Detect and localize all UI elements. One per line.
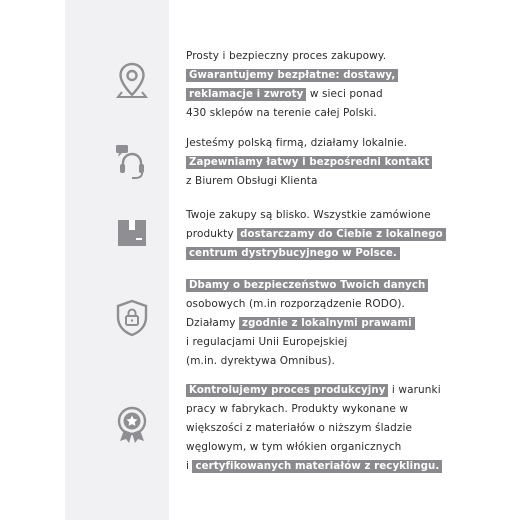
text-line xyxy=(186,244,476,263)
support-headset-icon xyxy=(110,140,154,184)
text-line xyxy=(186,172,476,191)
text-line xyxy=(186,314,476,333)
location-pin-icon xyxy=(110,58,154,102)
section-text xyxy=(186,47,476,123)
plain-text: węglowym, w tym włókien organicznych xyxy=(186,441,402,453)
plain-text: w sieci ponad xyxy=(306,88,383,100)
text-line xyxy=(186,400,476,419)
section-text xyxy=(186,276,476,371)
plain-text: (m.in. dyrektywa Omnibus). xyxy=(186,355,335,367)
text-line xyxy=(186,225,476,244)
plain-text: Prosty i bezpieczny proces zakupowy. xyxy=(186,50,387,62)
section-text xyxy=(186,134,476,191)
plain-text: z Biurem Obsługi Klienta xyxy=(186,175,318,187)
text-line xyxy=(186,104,476,123)
highlight-text: dostarczamy do Ciebie z lokalnego xyxy=(237,228,446,241)
plain-text: osobowych (m.in rozporządzenie RODO). xyxy=(186,298,405,310)
text-line xyxy=(186,134,476,153)
plain-text: 430 sklepów na terenie całej Polski. xyxy=(186,107,377,119)
highlight-text: zgodnie z lokalnymi prawami xyxy=(239,317,415,330)
text-line xyxy=(186,206,476,225)
highlight-text: Zapewniamy łatwy i bezpośredni kontakt xyxy=(186,156,432,169)
section-text xyxy=(186,206,476,263)
security-shield-icon xyxy=(110,296,154,340)
highlight-text: certyfikowanych materiałów z recyklingu. xyxy=(192,460,442,473)
text-line xyxy=(186,352,476,371)
quality-award-icon xyxy=(110,402,154,446)
plain-text: i warunki xyxy=(388,384,441,396)
plain-text: większości z materiałów o niższym śladzie xyxy=(186,422,413,434)
text-line xyxy=(186,276,476,295)
text-line xyxy=(186,381,476,400)
plain-text: Twoje zakupy są blisko. Wszystkie zamówione xyxy=(186,209,431,221)
text-line xyxy=(186,419,476,438)
plain-text: produkty xyxy=(186,228,238,240)
text-line xyxy=(186,457,476,476)
text-line xyxy=(186,66,476,85)
text-line xyxy=(186,295,476,314)
plain-text: i regulacjami Unii Europejskiej xyxy=(186,336,348,348)
text-line xyxy=(186,153,476,172)
plain-text: Działamy xyxy=(186,317,240,329)
highlight-text: Gwarantujemy bezpłatne: dostawy, xyxy=(186,69,398,82)
text-line xyxy=(186,333,476,352)
section-text xyxy=(186,381,476,476)
highlight-text: Dbamy o bezpieczeństwo Twoich danych xyxy=(186,279,428,292)
text-line xyxy=(186,438,476,457)
plain-text: i xyxy=(186,460,193,472)
plain-text: Jesteśmy polską firmą, działamy lokalnie. xyxy=(186,137,408,149)
text-line xyxy=(186,47,476,66)
highlight-text: centrum dystrybucyjnego w Polsce. xyxy=(186,247,400,260)
package-box-icon xyxy=(110,210,154,254)
text-line xyxy=(186,85,476,104)
highlight-text: Kontrolujemy proces produkcyjny xyxy=(186,384,388,397)
highlight-text: reklamacje i zwroty xyxy=(186,88,306,101)
plain-text: pracy w fabrykach. Produkty wykonane w xyxy=(186,403,409,415)
